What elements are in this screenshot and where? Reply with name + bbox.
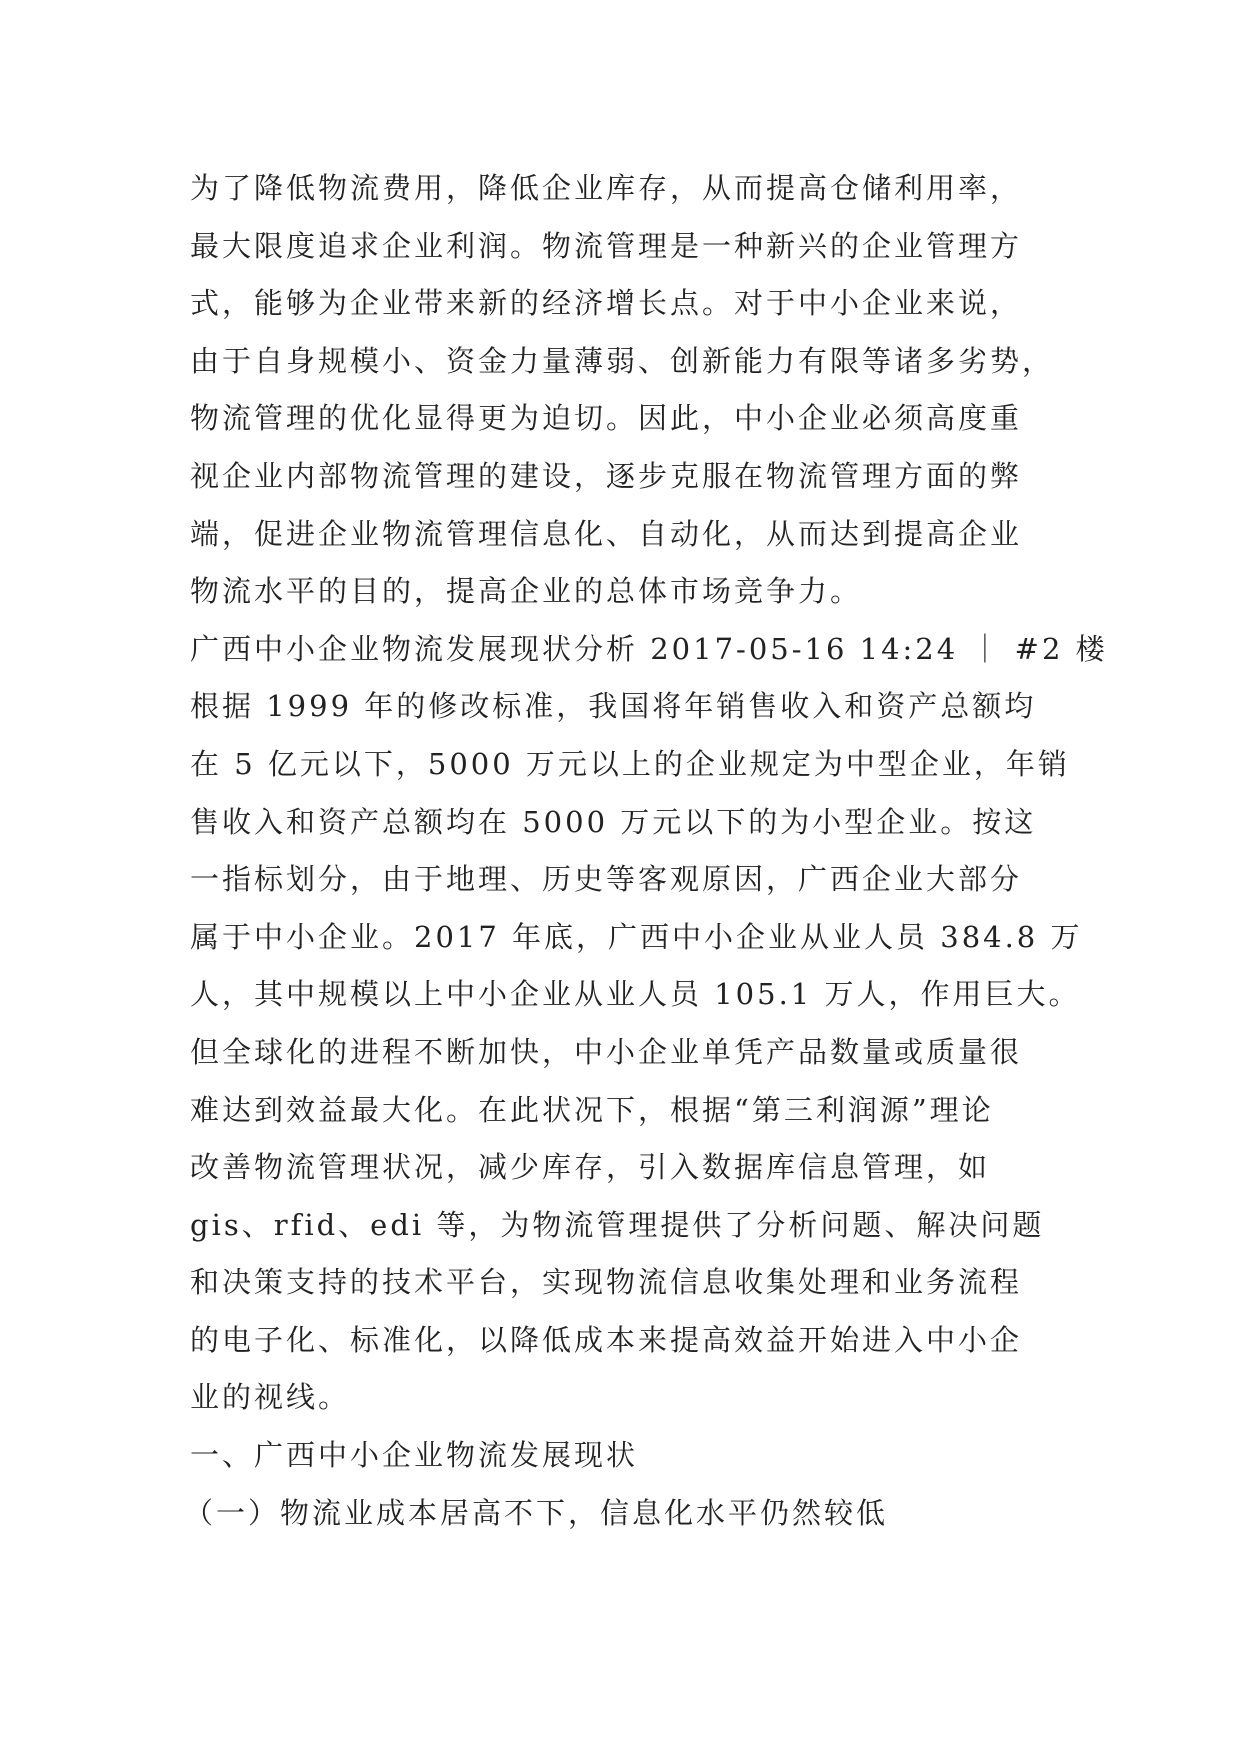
paragraph-line: 视企业内部物流管理的建设，逐步克服在物流管理方面的弊 [190,458,1023,493]
paragraph-line: 最大限度追求企业利润。物流管理是一种新兴的企业管理方 [190,228,1023,263]
paragraph-line: 在 5 亿元以下，5000 万元以上的企业规定为中型企业，年销 [190,746,1070,781]
paragraph-line: 属于中小企业。2017 年底，广西中小企业从业人员 384.8 万 [190,919,1083,954]
subsection-heading: （一）物流业成本居高不下，信息化水平仍然较低 [184,1495,889,1530]
paragraph-line: 端，促进企业物流管理信息化、自动化，从而达到提高企业 [190,516,1023,551]
post-header-line: 广西中小企业物流发展现状分析 2017-05-16 14:24 ｜ #2 楼 [190,631,1108,666]
paragraph-line: 难达到效益最大化。在此状况下，根据“第三利润源”理论 [190,1092,994,1127]
paragraph-line: 物流水平的目的，提高企业的总体市场竞争力。 [190,574,863,609]
paragraph-line: 根据 1999 年的修改标准，我国将年销售收入和资产总额均 [190,689,1037,724]
paragraph-line: 和决策支持的技术平台，实现物流信息收集处理和业务流程 [190,1265,1023,1300]
paragraph-line: 式，能够为企业带来新的经济增长点。对于中小企业来说， [190,286,1023,321]
paragraph-line: 为了降低物流费用，降低企业库存，从而提高仓储利用率， [190,171,1023,205]
paragraph-line: 的电子化、标准化，以降低成本来提高效益开始进入中小企 [190,1322,1023,1357]
paragraph-line: 由于自身规模小、资金力量薄弱、创新能力有限等诸多劣势， [190,343,1055,378]
paragraph-line: 一指标划分，由于地理、历史等客观原因，广西企业大部分 [190,862,1023,897]
paragraph-line: 人，其中规模以上中小企业从业人员 105.1 万人，作用巨大。 [190,977,1081,1012]
paragraph-line: 但全球化的进程不断加快，中小企业单凭产品数量或质量很 [190,1034,1023,1069]
paragraph-line: gis、rfid、edi 等，为物流管理提供了分析问题、解决问题 [190,1207,1045,1242]
section-heading: 一、广西中小企业物流发展现状 [190,1438,639,1473]
paragraph-line: 改善物流管理状况，减少库存，引入数据库信息管理，如 [190,1150,991,1185]
paragraph-line: 售收入和资产总额均在 5000 万元以下的为小型企业。按这 [190,804,1037,839]
paragraph-line: 业的视线。 [190,1380,351,1415]
document-body [184,160,1108,1542]
paragraph-line: 物流管理的优化显得更为迫切。因此，中小企业必须高度重 [190,401,1023,436]
